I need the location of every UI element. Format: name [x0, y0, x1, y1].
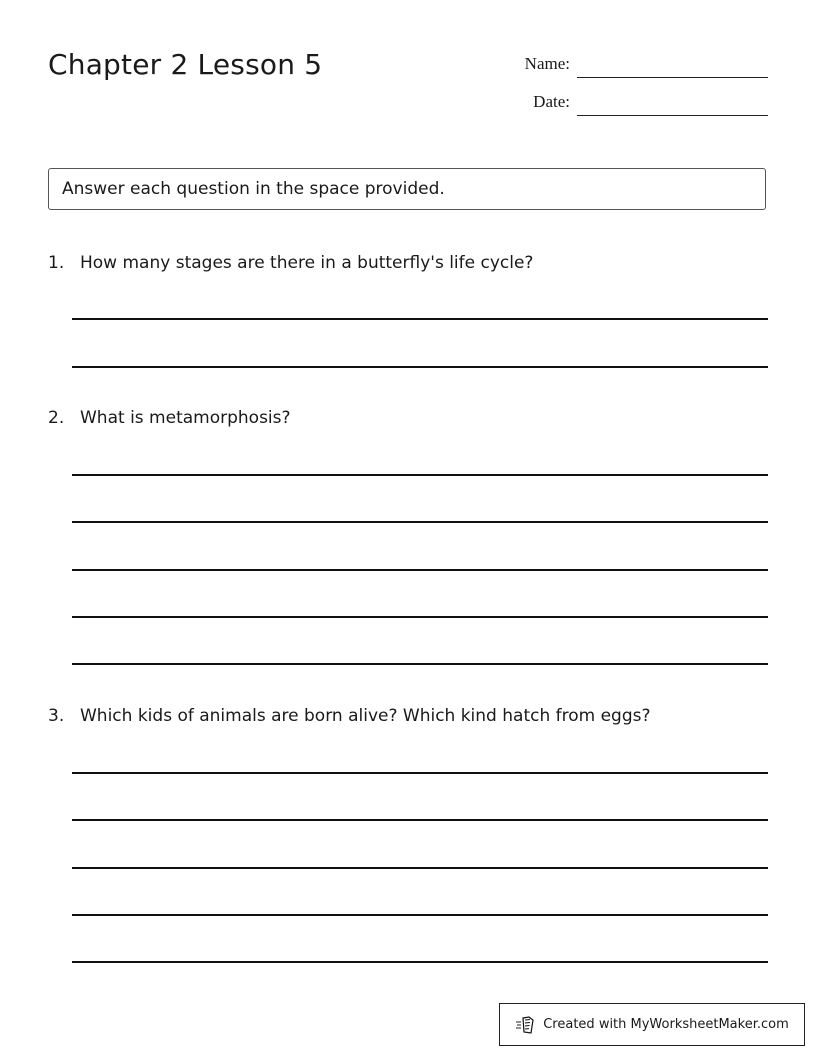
question-number: 2.	[48, 408, 65, 428]
question-text: What is metamorphosis?	[80, 408, 291, 428]
name-label: Name:	[524, 54, 570, 73]
date-field-line[interactable]	[577, 115, 768, 116]
question-text: How many stages are there in a butterfly's life cycle?	[80, 253, 534, 273]
footer-text: Created with MyWorksheetMaker.com	[543, 1017, 789, 1032]
footer-badge[interactable]	[499, 1003, 805, 1046]
answer-line[interactable]	[72, 772, 768, 774]
answer-line[interactable]	[72, 616, 768, 618]
instructions-text: Answer each question in the space provided.	[62, 179, 445, 199]
answer-line[interactable]	[72, 366, 768, 368]
answer-line[interactable]	[72, 569, 768, 571]
name-field-line[interactable]	[577, 77, 768, 78]
answer-line[interactable]	[72, 474, 768, 476]
answer-line[interactable]	[72, 819, 768, 821]
answer-line[interactable]	[72, 867, 768, 869]
answer-line[interactable]	[72, 914, 768, 916]
answer-line[interactable]	[72, 961, 768, 963]
question-text: Which kids of animals are born alive? Which kind hatch from eggs?	[80, 706, 651, 726]
worksheet-title: Chapter 2 Lesson 5	[48, 48, 323, 81]
date-label: Date:	[533, 92, 570, 111]
question-number: 1.	[48, 253, 65, 273]
answer-line[interactable]	[72, 318, 768, 320]
instructions-box	[48, 168, 766, 210]
question-number: 3.	[48, 706, 65, 726]
answer-line[interactable]	[72, 521, 768, 523]
worksheet-maker-logo-icon	[515, 1016, 535, 1034]
answer-line[interactable]	[72, 663, 768, 665]
